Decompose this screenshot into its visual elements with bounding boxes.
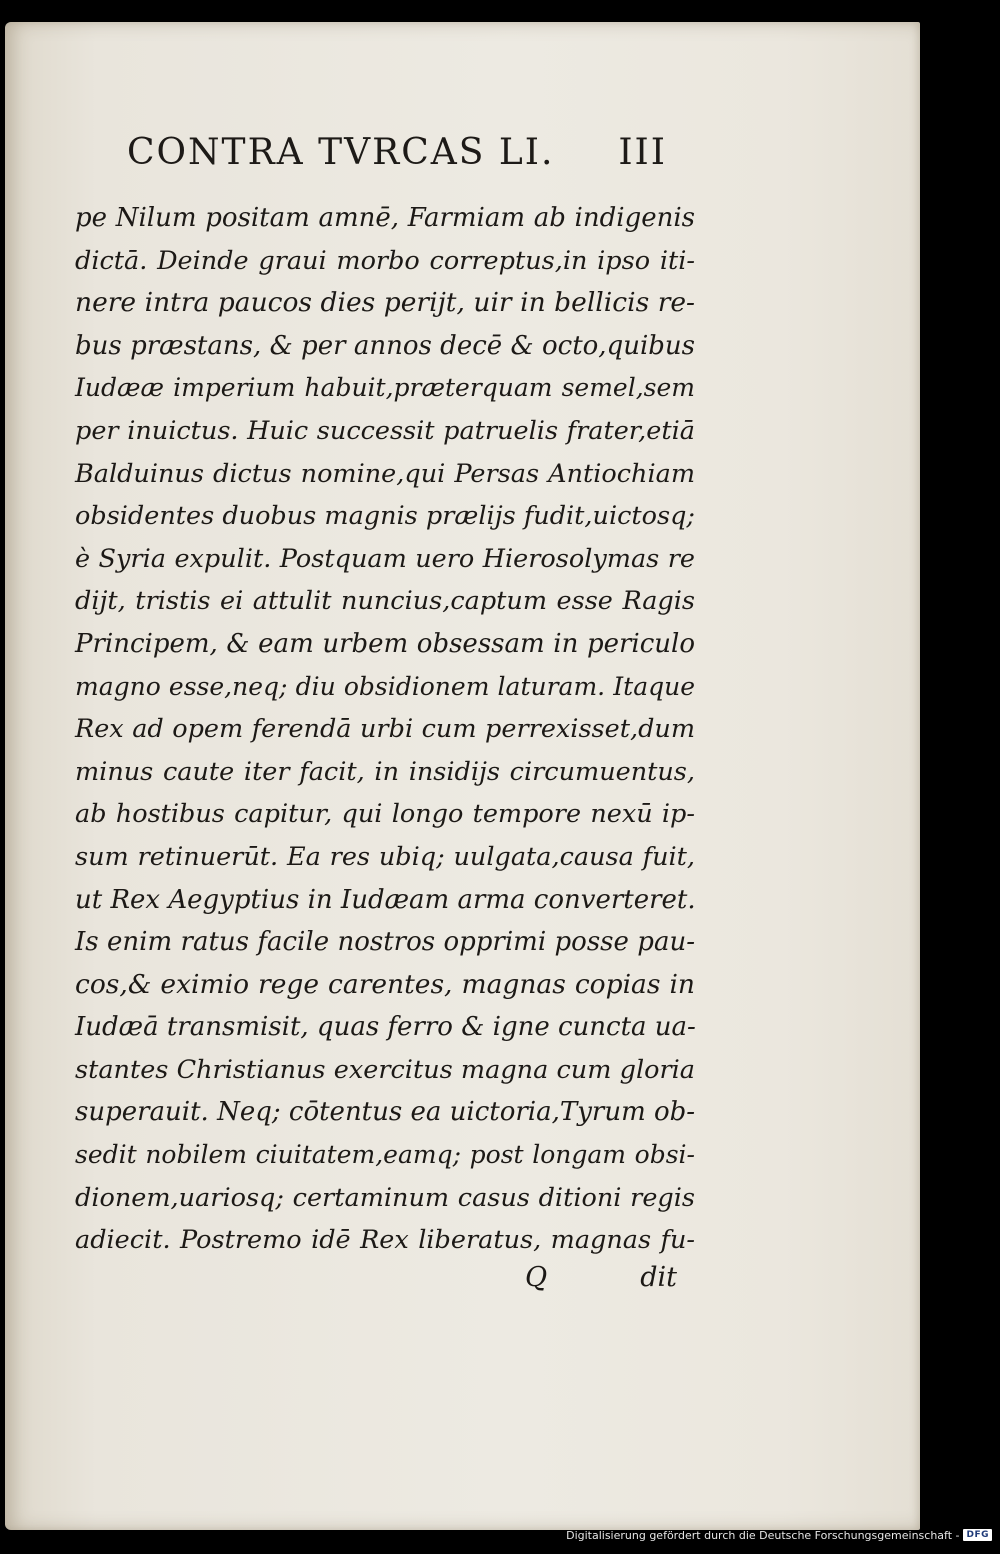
text-line: dictā. Deinde graui morbo correptus,in ipso iti- <box>75 245 695 276</box>
text-line: dijt, tristis ei attulit nuncius,captum esse Ragis <box>75 586 695 617</box>
catchline <box>525 1262 685 1302</box>
text-line: ut Rex Aegyptius in Iudæam arma converteret. <box>75 884 696 915</box>
running-header <box>127 132 667 184</box>
text-line: minus caute iter facit, in insidijs circumuentus, <box>75 756 695 787</box>
text-line: pe Nilum positam amnē, Farmiam ab indigenis <box>75 203 695 233</box>
text-line: Rex ad opem ferendā urbi cum perrexisset,dum <box>75 714 695 745</box>
signature-mark: Q <box>525 1262 548 1293</box>
text-line: sedit nobilem ciuitatem,eamq; post longam obsi- <box>75 1140 695 1170</box>
text-line: Principem, & eam urbem obsessam in periculo <box>75 628 695 659</box>
text-line: Iudæā transmisit, quas ferro & igne cuncta ua- <box>75 1012 696 1043</box>
text-line: magno esse,neq; diu obsidionem laturam. Itaque <box>75 671 695 701</box>
text-line: Iudææ imperium habuit,præterquam semel,sem <box>75 373 695 403</box>
text-line: Is enim ratus facile nostros opprimi posse pau- <box>75 927 695 958</box>
dfg-logo: DFG <box>963 1529 992 1541</box>
text-line: obsidentes duobus magnis prælijs fudit,uictosq; <box>75 501 695 532</box>
text-line: nere intra paucos dies perijt, uir in bellicis re- <box>75 287 695 319</box>
text-line: per inuictus. Huic successit patruelis frater,etiā <box>75 415 695 446</box>
running-title: CONTRA TVRCAS LI. <box>127 132 555 173</box>
text-line: ab hostibus capitur, qui longo tempore nexū ip- <box>75 799 695 830</box>
text-line: adiecit. Postremo idē Rex liberatus, magnas fu- <box>75 1225 695 1256</box>
page-number: III <box>618 132 667 173</box>
digitization-credit <box>566 1526 992 1544</box>
text-line: stantes Christianus exercitus magna cum gloria <box>75 1054 695 1085</box>
text-line: è Syria expulit. Postquam uero Hierosolymas re <box>75 543 695 574</box>
text-line: sum retinuerūt. Ea res ubiq; uulgata,causa fuit, <box>75 841 695 872</box>
text-line: superauit. Neq; cōtentus ea uictoria,Tyrum ob- <box>75 1097 696 1128</box>
text-line: bus præstans, & per annos decē & octo,quibus <box>75 330 695 361</box>
body-text <box>75 197 695 1262</box>
credit-text: Digitalisierung gefördert durch die Deutsche Forschungsgemeinschaft - <box>566 1528 960 1542</box>
text-line: dionem,uariosq; certaminum casus ditioni regis <box>75 1182 695 1213</box>
book-page <box>5 22 920 1530</box>
text-line: Balduinus dictus nomine,qui Persas Antiochiam <box>75 458 695 489</box>
text-line: cos,& eximio rege carentes, magnas copias in <box>75 968 695 1000</box>
catchword: dit <box>640 1262 677 1293</box>
